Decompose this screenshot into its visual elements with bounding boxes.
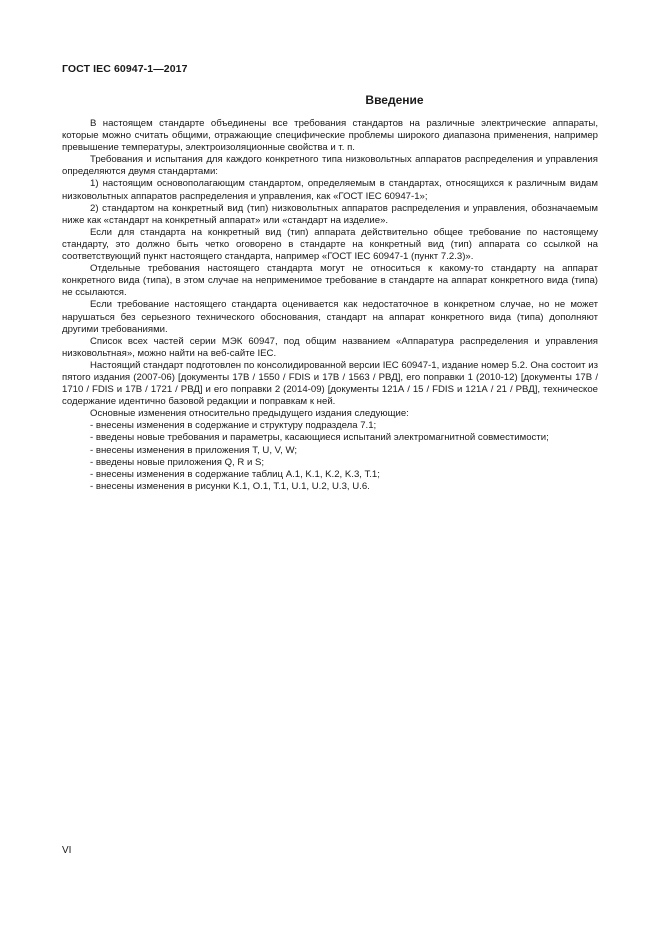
paragraph: Если требование настоящего стандарта оценивается как недостаточное в конкретном случае, но не может нарушаться без серьезного технического обоснования, стандарт на аппарат конкретного вида (типа) дополняют другими требованиями. <box>62 299 598 335</box>
document-header: ГОСТ IEC 60947-1—2017 <box>62 63 188 75</box>
list-item: - внесены изменения в рисунки K.1, O.1, T.1, U.1, U.2, U.3, U.6. <box>90 480 370 492</box>
list-item: - введены новые приложения Q, R и S; <box>90 456 265 468</box>
section-title: Введение <box>365 93 424 107</box>
paragraph: Требования и испытания для каждого конкретного типа низковольтных аппаратов распределения и управления определяются двумя стандартами: <box>62 154 598 178</box>
list-item: - внесены изменения в приложения T, U, V, W; <box>90 444 298 456</box>
paragraph: Если для стандарта на конкретный вид (тип) аппарата действительно общее требование по настоящему стандарту, это должно быть четко оговорено в стандарте на конкретный вид (тип) аппарата со ссылкой на соответствующий пункт настоящего стандарта, например «ГОСТ IEC 60947-1 (пункт 7.2.3)». <box>62 226 598 263</box>
paragraph: Список всех частей серии МЭК 60947, под общим названием «Аппаратура распределения и управления низковольтная», можно найти на веб-сайте IEC. <box>62 335 598 359</box>
list-item: - внесены изменения в содержание таблиц А.1, K.1, K.2, K.3, T.1; <box>90 468 380 480</box>
list-item: - введены новые требования и параметры, касающиеся испытаний электромагнитной совместимости; <box>90 432 549 444</box>
paragraph: 1) настоящим основополагающим стандартом, определяемым в стандартах, относящихся к различным видам низковольтных аппаратов распределения и управления, как «ГОСТ IEC 60947-1»; <box>62 178 598 202</box>
section-body <box>62 118 598 493</box>
paragraph: Основные изменения относительно предыдущего издания следующие: <box>90 408 409 420</box>
paragraph: В настоящем стандарте объединены все требования стандартов на различные электрические аппараты, которые можно считать общими, отражающие специфические проблемы широкого диапазона применения, например превышение температуры, электроизоляционные свойства и т. п. <box>62 118 598 154</box>
page-number: VI <box>62 845 72 856</box>
paragraph: 2) стандартом на конкретный вид (тип) низковольтных аппаратов распределения и управления, обозначаемым ниже как «стандарт на конкретный аппарат» или «стандарт на изделие». <box>62 202 598 226</box>
list-item: - внесены изменения в содержание и структуру подраздела 7.1; <box>90 420 377 432</box>
paragraph: Отдельные требования настоящего стандарта могут не относиться к какому-то стандарту на аппарат конкретного вида (типа), в этом случае на неприменимое требование в стандарте на аппарат конкретного вида (типа) не ссылаются. <box>62 263 598 299</box>
paragraph: Настоящий стандарт подготовлен по консолидированной версии IEC 60947-1, издание номер 5.2. Она состоит из пятого издания (2007-06) [документы 17В / 1550 / FDIS и 17В / 1563 / РВД], его поправки 1 (2010-12) [документы 17В / 1710 / FDIS и 17В / 1721 / РВД] и его поправки 2 (2014-09) [документы 121А / 15 / FDIS и 121А / 21 / РВД], техническое содержание идентично базовой редакции и поправкам к ней. <box>62 359 598 408</box>
